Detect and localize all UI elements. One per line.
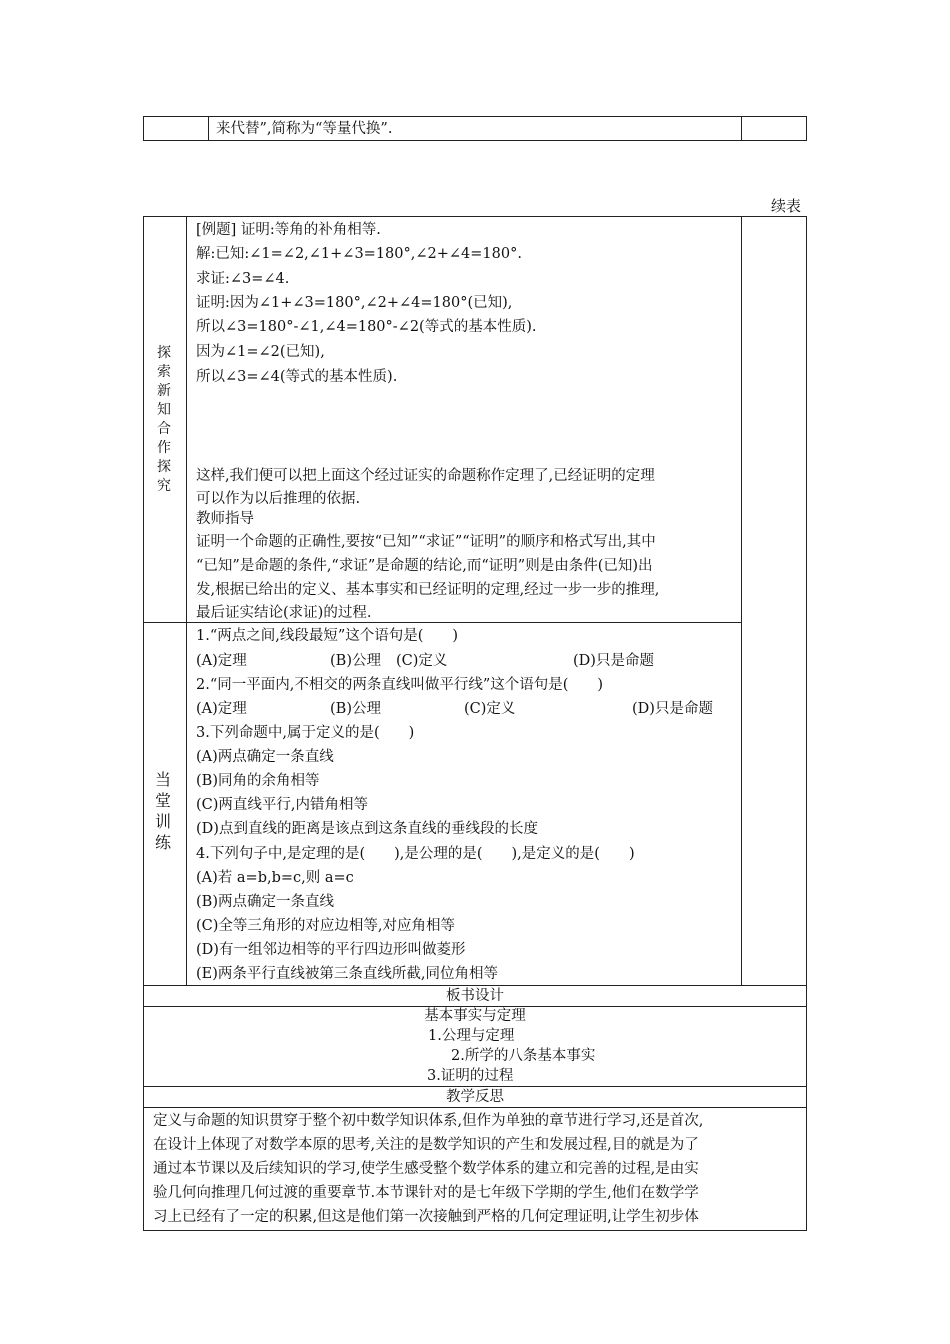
board-design-title: 板书设计 xyxy=(446,988,504,1004)
q1-option-c: (C)定义 xyxy=(396,653,448,669)
reflection-line-3: 通过本节课以及后续知识的学习,使学生感受整个数学体系的建立和完善的过程,是由实 xyxy=(153,1161,699,1177)
q2-option-b: (B)公理 xyxy=(330,701,381,717)
q4-stem: 4.下列句子中,是定理的是( ),是公理的是( ),是定义的是( ) xyxy=(196,846,635,862)
board-line-2: 1.公理与定理 xyxy=(428,1028,515,1044)
q1-option-b: (B)公理 xyxy=(330,653,381,669)
q2-option-a: (A)定理 xyxy=(196,701,247,717)
board-line-3: 2.所学的八条基本事实 xyxy=(451,1048,596,1064)
q3-option-d: (D)点到直线的距离是该点到这条直线的垂线段的长度 xyxy=(196,821,538,837)
q4-option-d: (D)有一组邻边相等的平行四边形叫做菱形 xyxy=(196,942,466,958)
reflection-line-2: 在设计上体现了对数学本原的思考,关注的是数学知识的产生和发展过程,目的就是为了 xyxy=(153,1137,699,1153)
example-line-2: 解:已知:∠1=∠2,∠1+∠3=180°,∠2+∠4=180°. xyxy=(196,246,522,262)
guide-line-4: 最后证实结论(求证)的过程. xyxy=(196,605,372,621)
guide-line-3: 发,根据已给出的定义、基本事实和已经证明的定理,经过一步一步的推理, xyxy=(196,582,660,598)
reflection-line-5: 习上已经有了一定的积累,但这是他们第一次接触到严格的几何定理证明,让学生初步体 xyxy=(153,1209,699,1225)
q3-option-b: (B)同角的余角相等 xyxy=(196,773,320,789)
continued-label: 续表 xyxy=(771,197,802,215)
guide-title: 教师指导 xyxy=(196,511,254,527)
reflection-line-4: 验几何向推理几何过渡的重要章节.本节课针对的是七年级下学期的学生,他们在数学学 xyxy=(153,1185,699,1201)
practice-section-label: 当 堂 训 练 xyxy=(154,770,171,852)
q2-option-c: (C)定义 xyxy=(464,701,516,717)
q3-option-c: (C)两直线平行,内错角相等 xyxy=(196,797,369,813)
reflection-title: 教学反思 xyxy=(446,1089,504,1105)
q2-option-d: (D)只是命题 xyxy=(632,701,713,717)
q3-stem: 3.下列命题中,属于定义的是( ) xyxy=(196,725,415,741)
reflection-line-1: 定义与命题的知识贯穿于整个初中数学知识体系,但作为单独的章节进行学习,还是首次, xyxy=(153,1113,704,1129)
explore-section-label: 探 索 新 知 合 作 探 究 xyxy=(157,345,171,494)
top-table-text: 来代替”,简称为“等量代换”. xyxy=(216,121,393,137)
guide-line-2: “已知”是命题的条件,“求证”是命题的结论,而“证明”则是由条件(已知)出 xyxy=(196,558,653,574)
q4-option-b: (B)两点确定一条直线 xyxy=(196,894,334,910)
q4-option-a: (A)若 a=b,b=c,则 a=c xyxy=(196,870,354,886)
conclusion-line-1: 这样,我们便可以把上面这个经过证实的命题称作定理了,已经证明的定理 xyxy=(196,468,655,484)
example-line-4: 证明:因为∠1+∠3=180°,∠2+∠4=180°(已知), xyxy=(196,295,513,311)
q1-option-d: (D)只是命题 xyxy=(573,653,654,669)
example-line-6: 因为∠1=∠2(已知), xyxy=(196,344,325,360)
q1-stem: 1.“两点之间,线段最短”这个语句是( ) xyxy=(196,628,459,644)
q4-option-c: (C)全等三角形的对应边相等,对应角相等 xyxy=(196,918,456,934)
guide-line-1: 证明一个命题的正确性,要按“已知”“求证”“证明”的顺序和格式写出,其中 xyxy=(196,534,656,550)
q1-option-a: (A)定理 xyxy=(196,653,247,669)
q3-option-a: (A)两点确定一条直线 xyxy=(196,749,334,765)
q4-option-e: (E)两条平行直线被第三条直线所截,同位角相等 xyxy=(196,966,499,982)
example-line-1: [例题] 证明:等角的补角相等. xyxy=(196,222,381,238)
example-line-3: 求证:∠3=∠4. xyxy=(196,271,290,287)
board-line-1: 基本事实与定理 xyxy=(424,1008,526,1024)
conclusion-line-2: 可以作为以后推理的依据. xyxy=(196,491,361,507)
example-line-7: 所以∠3=∠4(等式的基本性质). xyxy=(196,369,398,385)
example-line-5: 所以∠3=180°-∠1,∠4=180°-∠2(等式的基本性质). xyxy=(196,319,537,335)
q2-stem: 2.“同一平面内,不相交的两条直线叫做平行线”这个语句是( ) xyxy=(196,677,604,693)
board-line-4: 3.证明的过程 xyxy=(427,1068,514,1084)
